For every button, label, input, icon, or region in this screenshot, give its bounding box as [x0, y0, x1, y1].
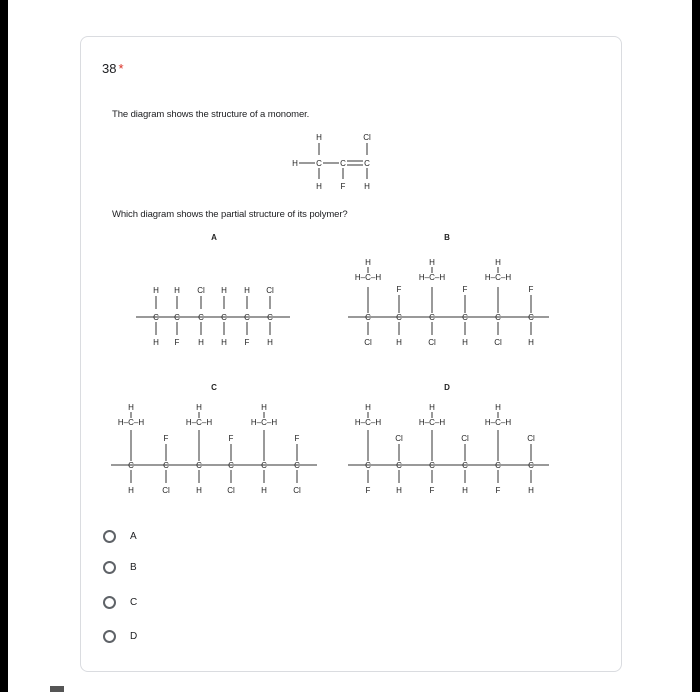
c-bottom-atom: H [128, 486, 134, 495]
a-bottom-atom: H [198, 338, 204, 347]
label-d: D [444, 383, 450, 392]
d-bottom-atom: H [462, 486, 468, 495]
b-methyl-label: H–C–H [484, 273, 512, 282]
c-bottom-atom: H [261, 486, 267, 495]
a-carbon: C [244, 313, 250, 322]
d-methyl-h-top: H [365, 403, 371, 412]
d-bottom-atom: H [396, 486, 402, 495]
right-border [692, 0, 700, 692]
b-carbon: C [462, 313, 468, 322]
b-f-top: F [462, 285, 468, 294]
b-methyl-h-top: H [429, 258, 435, 267]
radio-c[interactable] [103, 596, 116, 609]
monomer-h-b1: H [316, 182, 322, 191]
monomer-c3: C [364, 159, 370, 168]
monomer-f-b2: F [340, 182, 346, 191]
b-carbon: C [365, 313, 371, 322]
c-methyl-label: H–C–H [117, 418, 145, 427]
radio-a[interactable] [103, 530, 116, 543]
c-bottom-atom: Cl [162, 486, 170, 495]
d-bottom-atom: F [429, 486, 435, 495]
label-c: C [211, 383, 217, 392]
c-f-top: F [163, 434, 169, 443]
a-bottom-atom: F [174, 338, 180, 347]
b-bottom-atom: H [396, 338, 402, 347]
left-border [0, 0, 8, 692]
b-f-top: F [528, 285, 534, 294]
c-methyl-h-top: H [261, 403, 267, 412]
d-cl-top: Cl [527, 434, 535, 443]
c-bottom-atom: H [196, 486, 202, 495]
a-bottom-atom: F [244, 338, 250, 347]
monomer-h-left: H [292, 159, 298, 168]
b-methyl-h-top: H [365, 258, 371, 267]
d-bottom-atom: H [528, 486, 534, 495]
d-carbon: C [429, 461, 435, 470]
b-methyl-h-top: H [495, 258, 501, 267]
d-cl-top: Cl [395, 434, 403, 443]
c-carbon: C [128, 461, 134, 470]
b-bottom-atom: Cl [494, 338, 502, 347]
b-bottom-atom: Cl [364, 338, 372, 347]
option-b[interactable]: B [103, 559, 137, 575]
a-top-atom: H [221, 286, 227, 295]
a-carbon: C [267, 313, 273, 322]
b-carbon: C [528, 313, 534, 322]
c-f-top: F [228, 434, 234, 443]
c-carbon: C [228, 461, 234, 470]
a-top-atom: H [174, 286, 180, 295]
monomer-cl-top: Cl [363, 133, 371, 142]
d-methyl-label: H–C–H [354, 418, 382, 427]
monomer-c2: C [340, 159, 346, 168]
question-card [80, 36, 622, 672]
d-methyl-label: H–C–H [418, 418, 446, 427]
a-bottom-atom: H [221, 338, 227, 347]
required-marker: * [118, 61, 124, 76]
b-methyl-label: H–C–H [418, 273, 446, 282]
d-carbon: C [495, 461, 501, 470]
b-carbon: C [495, 313, 501, 322]
a-top-atom: Cl [197, 286, 205, 295]
c-carbon: C [294, 461, 300, 470]
monomer-h-b3: H [364, 182, 370, 191]
a-top-atom: H [244, 286, 250, 295]
b-methyl-label: H–C–H [354, 273, 382, 282]
c-f-top: F [294, 434, 300, 443]
d-bottom-atom: F [495, 486, 501, 495]
option-a[interactable]: A [103, 528, 137, 544]
a-carbon: C [174, 313, 180, 322]
c-bottom-atom: Cl [293, 486, 301, 495]
b-carbon: C [396, 313, 402, 322]
d-methyl-label: H–C–H [484, 418, 512, 427]
d-carbon: C [462, 461, 468, 470]
c-methyl-h-top: H [196, 403, 202, 412]
label-a: A [211, 233, 217, 242]
c-methyl-h-top: H [128, 403, 134, 412]
a-carbon: C [221, 313, 227, 322]
d-carbon: C [396, 461, 402, 470]
d-carbon: C [365, 461, 371, 470]
page-marker [50, 686, 64, 692]
option-d[interactable]: D [103, 628, 137, 644]
monomer-h-top: H [316, 133, 322, 142]
a-carbon: C [153, 313, 159, 322]
question-number: 38 * [102, 61, 124, 76]
b-f-top: F [396, 285, 402, 294]
d-carbon: C [528, 461, 534, 470]
d-cl-top: Cl [461, 434, 469, 443]
b-carbon: C [429, 313, 435, 322]
b-bottom-atom: Cl [428, 338, 436, 347]
option-c[interactable]: C [103, 594, 137, 610]
c-carbon: C [196, 461, 202, 470]
label-b: B [444, 233, 450, 242]
a-bottom-atom: H [153, 338, 159, 347]
c-methyl-label: H–C–H [185, 418, 213, 427]
d-bottom-atom: F [365, 486, 371, 495]
monomer-c1: C [316, 159, 322, 168]
radio-d[interactable] [103, 630, 116, 643]
question-intro: The diagram shows the structure of a monomer. [112, 109, 310, 120]
a-top-atom: H [153, 286, 159, 295]
c-carbon: C [261, 461, 267, 470]
a-top-atom: Cl [266, 286, 274, 295]
c-bottom-atom: Cl [227, 486, 235, 495]
a-bottom-atom: H [267, 338, 273, 347]
d-methyl-h-top: H [429, 403, 435, 412]
radio-b[interactable] [103, 561, 116, 574]
b-bottom-atom: H [528, 338, 534, 347]
a-carbon: C [198, 313, 204, 322]
question-prompt: Which diagram shows the partial structure of its polymer? [112, 209, 348, 220]
c-methyl-label: H–C–H [250, 418, 278, 427]
c-carbon: C [163, 461, 169, 470]
structure-diagrams [81, 37, 621, 671]
b-bottom-atom: H [462, 338, 468, 347]
d-methyl-h-top: H [495, 403, 501, 412]
